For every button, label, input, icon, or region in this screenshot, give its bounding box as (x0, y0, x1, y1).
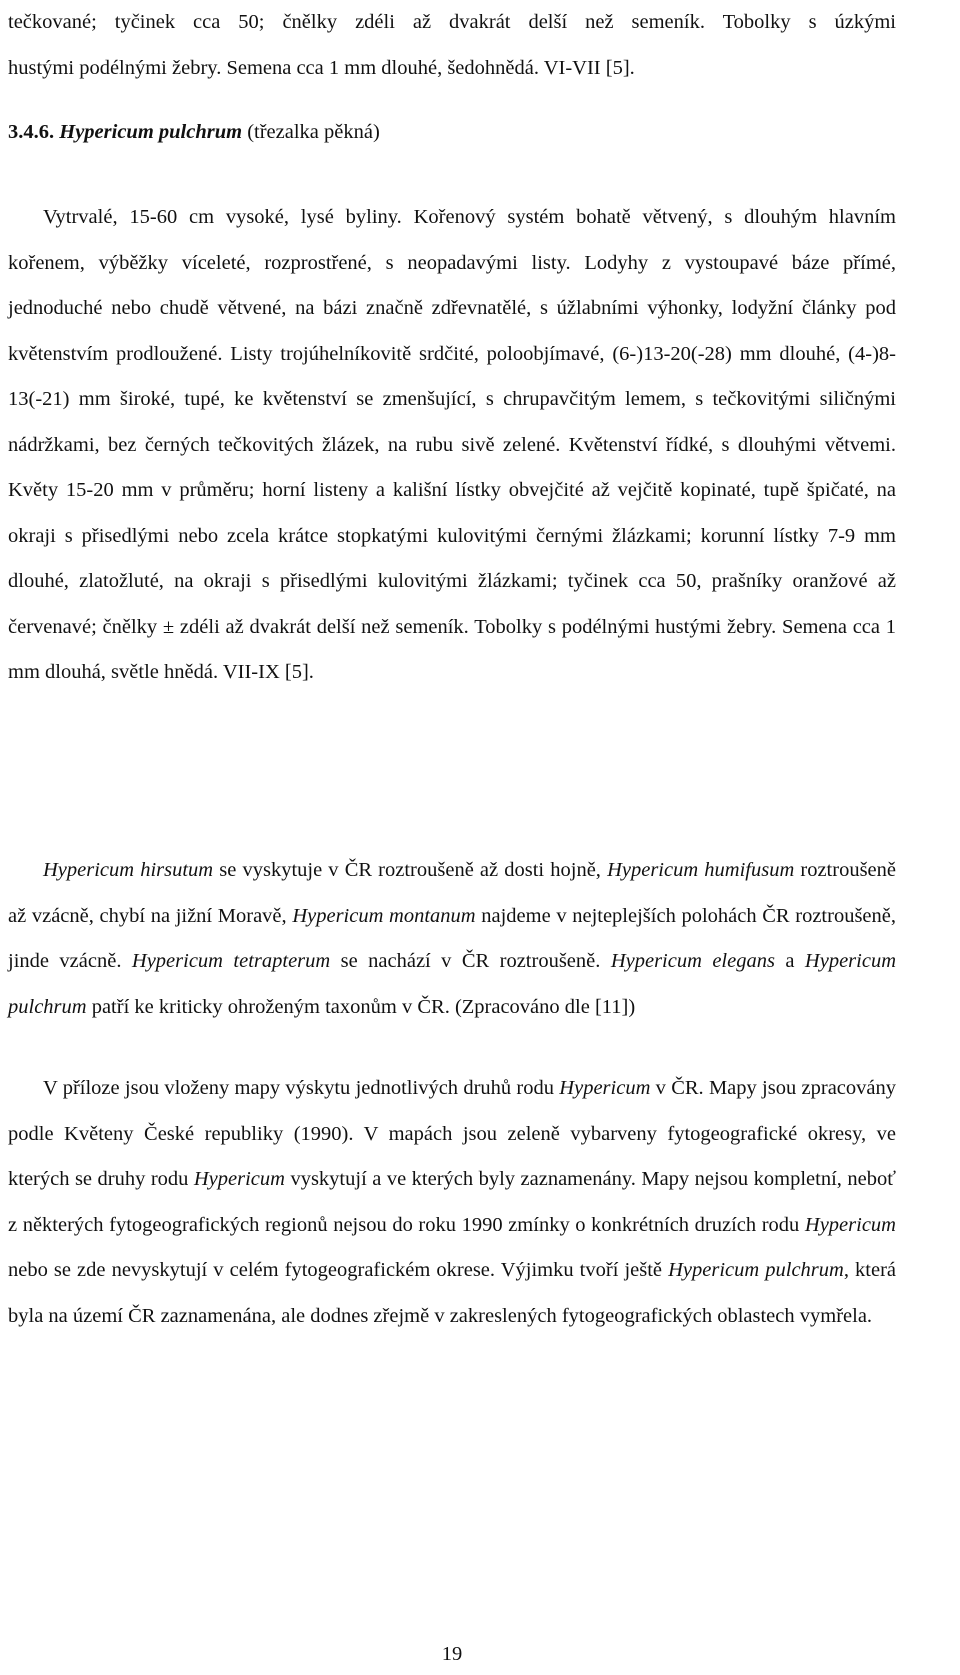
section-heading (8, 110, 896, 156)
taxon-name: Hypericum (193, 1168, 285, 1190)
text-run: v ČR. Mapy jsou zpracovány podle Květeny České republiky (1990). V mapách jsou zeleně vybarveny fytogeografické okresy, ve kterých se druhy rodu (8, 1077, 896, 1190)
distribution-text (8, 848, 896, 1030)
taxon-name: Hypericum elegans (610, 950, 775, 972)
text-run: vyskytují a ve kterých byly zaznamenány. Mapy nejsou kompletní, neboť z některých fytogeografických regionů nejsou do roku 1990 zmínky o konkrétních druzích rodu (8, 1168, 896, 1236)
section-number: 3.4.6. (8, 121, 55, 143)
description-text: Vytrvalé, 15-60 cm vysoké, lysé byliny. Kořenový systém bohatě větvený, s dlouhým hlavním kořenem, výběžky víceleté, rozprostřené, s neopadavými listy. Lodyhy z vystoupavé báze přímé, jednoduché nebo chudě větvené, na bázi značně zdřevnatělé, s úžlabními výhonky, lodyžní články pod květenstvím prodloužené. Listy trojúhelníkovitě srdčité, poloobjímavé, (6-)13-20(-28) mm dlouhé, (4-)8-13(-21) mm široké, tupé, ke květenství se zmenšující, s chrupavčitým lemem, s tečkovitými siličnými nádržkami, bez černých tečkovitých žlázek, na rubu sivě zelené. Květenství řídké, s dlouhými větvemi. Květy 15-20 mm v průměru; horní listeny a kališní lístky obvejčité až vejčitě kopinaté, tupě špičaté, na okraji s přisedlými nebo zcela krátce stopkatými kulovitými černými žlázkami; korunní lístky 7-9 mm dlouhé, zlatožluté, na okraji s přisedlými kulovitými žlázkami; tyčinek cca 50, prašníky oranžové až červenavé; čnělky ± zdéli až dvakrát delší než semeník. Tobolky s podélnými hustými žebry. Semena cca 1 mm dlouhá, světle hnědá. VII-IX [5]. (8, 206, 896, 683)
text-run: najdeme v nejteplejších polohách ČR roztroušeně, jinde vzácně. (8, 904, 896, 972)
text-run: V příloze jsou vloženy mapy výskytu jednotlivých druhů rodu (43, 1077, 560, 1099)
maps-text (8, 1066, 896, 1339)
text-run: a (774, 950, 805, 972)
taxon-name: Hypericum (804, 1213, 896, 1236)
taxon-name: Hypericum pulchrum (8, 950, 897, 1018)
taxon-name: Hypericum humifusum (607, 859, 795, 881)
section-common-name: (třezalka pěkná) (247, 121, 380, 143)
text-run: se vyskytuje v ČR roztroušeně až dosti hojně, (213, 859, 608, 881)
intro-paragraph (8, 0, 896, 91)
text-run: , která byla na území ČR zaznamenána, ale dodnes zřejmě v zakreslených fytogeografických oblastech vymřela. (8, 1259, 897, 1327)
text-run: se nachází v ČR roztroušeně. (330, 950, 611, 972)
maps-paragraph (8, 1066, 896, 1339)
intro-line-1: tečkované; tyčinek cca 50; čnělky zdéli až dvakrát delší než semeník. Tobolky s úzkými (8, 11, 896, 33)
section-latin-name: Hypericum pulchrum (59, 121, 243, 143)
taxon-name: Hypericum montanum (292, 904, 476, 927)
distribution-paragraph (8, 848, 896, 1030)
taxon-name: Hypericum tetrapterum (131, 950, 331, 972)
page-number: 19 (441, 1643, 463, 1665)
taxon-name: Hypericum pulchrum (668, 1259, 844, 1281)
taxon-name: Hypericum hirsutum (43, 859, 214, 881)
text-run: patří ke kriticky ohroženým taxonům v ČR. (Zpracováno dle [11]) (86, 995, 636, 1018)
text-run: nebo se zde nevyskytují v celém fytogeografickém okrese. Výjimku tvoří ještě (8, 1259, 669, 1281)
taxon-name: Hypericum (559, 1077, 651, 1099)
intro-line-2: hustými podélnými žebry. Semena cca 1 mm dlouhé, šedohnědá. VI-VII [5]. (8, 56, 635, 79)
description-paragraph (8, 195, 896, 696)
text-run: roztroušeně až vzácně, chybí na jižní Moravě, (8, 859, 897, 927)
